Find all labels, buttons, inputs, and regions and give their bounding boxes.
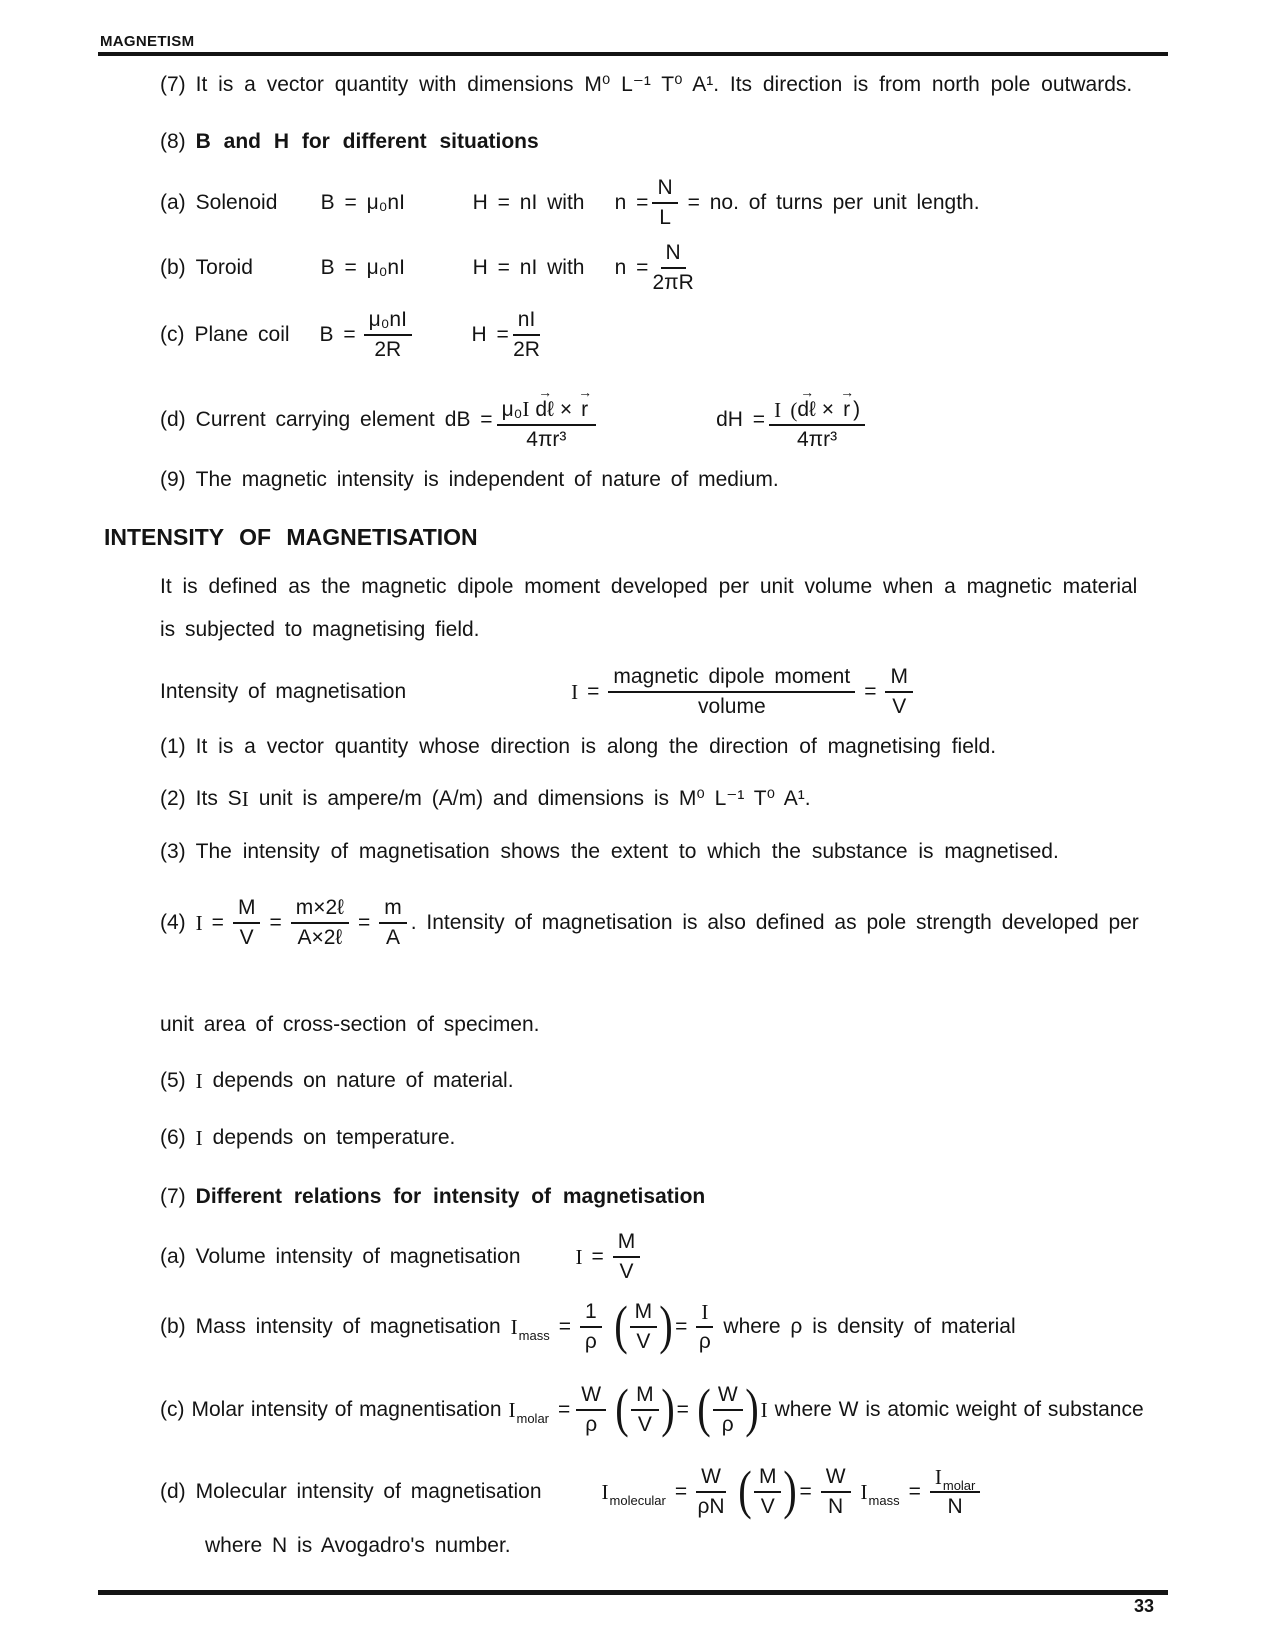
item-5 [160, 1069, 514, 1093]
i-over-rho-fraction: $\frac{I}{\rho}$ [696, 1300, 713, 1354]
equals-sign: = [676, 1397, 689, 1421]
item-text: Its S [195, 787, 242, 810]
equals-sign: = [864, 679, 877, 703]
h-fraction: $\frac{nI}{2R}$ [513, 307, 540, 361]
intro-line-2 [160, 618, 480, 642]
i-molecular-symbol: I molecular [601, 1479, 666, 1509]
item-number: (9) [160, 468, 186, 491]
h-equals: H = [471, 322, 509, 346]
item-text: unit area of cross-section of specimen. [160, 1013, 540, 1036]
equals-sign: = [357, 910, 371, 934]
item-text: depends on nature of material. [212, 1069, 514, 1092]
intro-line-1 [160, 575, 1137, 599]
item-number: (1) [160, 735, 186, 758]
cross-product: × [821, 397, 835, 421]
open-paren: ( [697, 1377, 711, 1438]
situation-label: Plane coil [194, 322, 290, 346]
item-1 [160, 735, 996, 759]
row-molar-intensity [160, 1378, 1144, 1442]
item-text: depends on temperature. [212, 1126, 456, 1149]
close-paren: ) [660, 1377, 675, 1438]
item-9 [160, 468, 779, 492]
item-number: (c) [160, 1397, 185, 1421]
n-fraction: $\frac{N}{L}$ [652, 176, 677, 230]
mv-fraction: $\frac{M}{V}$ [613, 1230, 641, 1284]
item-number: (6) [160, 1126, 186, 1149]
tail-text: where ρ is density of material [723, 1314, 1016, 1338]
page-header-title: MAGNETISM [100, 33, 195, 50]
footer-rule [98, 1590, 1168, 1595]
close-paren: ) [744, 1377, 759, 1438]
row-molecular-intensity [160, 1460, 980, 1524]
item-number: (d) [160, 1479, 186, 1503]
b-formula: B = $\frac{\text{μ₀nI}}{2R}$ [320, 308, 462, 362]
h-formula: H = nI with [472, 190, 585, 214]
section-heading: INTENSITY OF MAGNETISATION [104, 524, 478, 550]
item-4-continuation [160, 1013, 540, 1037]
item-number: (a) [160, 190, 186, 214]
i-mass-symbol: I mass [860, 1479, 900, 1509]
equals-sign: = [269, 910, 282, 934]
item-number: (b) [160, 255, 186, 279]
b-fraction: $\frac{\text{μ₀nI}}{2R}$ [364, 308, 412, 362]
r-vector: → r [840, 383, 854, 421]
row-solenoid [160, 171, 980, 235]
item-number: (7) [160, 73, 186, 96]
situation-label: Current carrying element [195, 407, 435, 431]
dl-vector: → dℓ [535, 383, 554, 421]
w-over-rhoN-fraction: $\frac{W}{\rho N}$ [697, 1464, 725, 1518]
ma-fraction: $\frac{m}{A}$ [379, 896, 407, 950]
db-fraction: μ₀I → dℓ × → r 4πr³ [497, 388, 597, 452]
row-current-element [160, 381, 865, 459]
r-vector: → r [578, 383, 592, 421]
open-paren: ( [615, 1377, 629, 1438]
item-8 [160, 130, 539, 154]
imolar-over-n-fraction: I molar N [930, 1465, 981, 1519]
equals-sign: = [908, 1479, 921, 1503]
row-mass-intensity [160, 1295, 1016, 1359]
item-text: It is a vector quantity with dimensions M⁰ L⁻¹ T⁰ A¹. Its direction is from north pole outwards. [195, 73, 1133, 96]
open-paren: ( [738, 1459, 752, 1520]
dh-fraction: I ( → dℓ × → r ) 4πr³ [769, 388, 865, 452]
item-text: It is a vector quantity whose direction is along the direction of magnetising field. [195, 735, 997, 758]
situation-label: Solenoid [195, 190, 278, 214]
row-toroid [160, 236, 694, 300]
tail-text: = no. of turns per unit length. [687, 190, 980, 214]
close-paren: ) [853, 397, 861, 421]
item-text: . Intensity of magnetisation is also defined as pole strength developed per [410, 910, 1139, 934]
relation-label: Molecular intensity of magnetisation [195, 1479, 542, 1503]
item-text: The intensity of magnetisation shows the extent to which the substance is magnetised. [195, 840, 1059, 863]
item-number: (3) [160, 840, 186, 863]
row-plane-coil [160, 303, 540, 367]
w-over-rho-fraction: $\frac{W}{\rho}$ [576, 1383, 606, 1437]
item-title: B and H for different situations [195, 130, 539, 153]
intensity-symbol: I [760, 1397, 768, 1422]
paragraph-text: It is defined as the magnetic dipole moment developed per unit volume when a magnetic material [160, 575, 1138, 598]
item-3 [160, 840, 1059, 864]
equals-sign: = [799, 1479, 812, 1503]
item-number: (5) [160, 1069, 186, 1092]
situation-label: Toroid [195, 255, 253, 279]
close-paren: ) [659, 1294, 673, 1355]
mv-fraction: $\frac{M}{V}$ [885, 665, 913, 719]
item-text: The magnetic intensity is independent of nature of medium. [195, 468, 779, 491]
vector-arrow-icon: → [578, 383, 592, 400]
intensity-symbol: I [195, 910, 203, 935]
tail-text: where W is atomic weight of substance [774, 1397, 1144, 1421]
item-number: (d) [160, 407, 186, 431]
relation-label: Molar intensity of magnentisation [191, 1397, 502, 1421]
pole-length-fraction: $\frac{\text{m×2ℓ}}{\text{A×2ℓ}}$ [291, 896, 349, 950]
item-7 [160, 73, 1132, 97]
row-volume-intensity [160, 1225, 640, 1289]
intensity-symbol: I [571, 679, 579, 704]
b-formula: B = μ₀nI [320, 255, 405, 279]
header-rule [98, 52, 1168, 56]
item-7-relations [160, 1185, 705, 1209]
w-over-rho-fraction: $\frac{W}{\rho}$ [713, 1383, 743, 1437]
dl-vector: → dℓ [797, 383, 816, 421]
item-number: (4) [160, 910, 186, 934]
mu0-i: μ₀I [501, 396, 530, 421]
i-molar-symbol: I molar [934, 1464, 976, 1493]
dipole-volume-fraction: $\frac{\text{magnetic dipole moment}}{\text{volume}}$ [608, 665, 855, 719]
equals-sign: = [558, 1397, 571, 1421]
n-equals: n = [614, 255, 649, 279]
equals-sign: = [587, 679, 600, 703]
equals-sign: = [674, 1479, 688, 1503]
definition-label: Intensity of magnetisation [160, 679, 407, 703]
intensity-symbol: I [575, 1244, 583, 1269]
relation-label: Mass intensity of magnetisation [195, 1314, 501, 1338]
item-2 [160, 787, 811, 811]
vector-arrow-icon: → [840, 383, 854, 400]
intensity-symbol: I [195, 1069, 203, 1093]
one-over-rho-fraction: $\frac{1}{\rho}$ [580, 1300, 602, 1354]
open-paren: ( [613, 1294, 628, 1355]
h-formula: H = nI with [472, 255, 585, 279]
item-text: unit is ampere/m (A/m) and dimensions is M⁰ L⁻¹ T⁰ A¹. [258, 787, 811, 810]
paragraph-text: is subjected to magnetising field. [160, 618, 480, 641]
item-6 [160, 1126, 455, 1150]
item-number: (c) [160, 322, 185, 346]
relation-label: Volume intensity of magnetisation [195, 1244, 521, 1268]
equals-sign: = [675, 1314, 688, 1338]
i-mass-symbol: I mass [510, 1314, 550, 1344]
w-over-n-fraction: $\frac{W}{N}$ [821, 1465, 851, 1519]
page-number: 33 [1133, 1596, 1154, 1616]
item-number: (7) [160, 1185, 186, 1208]
cross-product: × [559, 397, 573, 421]
si-unit-i: I [241, 787, 249, 811]
db-equals: dB = [444, 407, 493, 431]
n-fraction: $\frac{N}{2\pi R}$ [652, 240, 694, 294]
vector-arrow-icon: → [800, 383, 814, 400]
equals-sign: = [558, 1314, 571, 1338]
mv-fraction: $\frac{M}{V}$ [754, 1465, 782, 1519]
mv-fraction: $\frac{M}{V}$ [233, 896, 261, 950]
i-molar-symbol: I molar [508, 1397, 550, 1427]
intensity-symbol: I [195, 1126, 203, 1150]
mv-fraction: $\frac{M}{V}$ [630, 1300, 658, 1354]
item-4-formula [160, 891, 1139, 955]
mv-fraction: $\frac{M}{V}$ [631, 1383, 659, 1437]
dh-equals: dH = [716, 407, 766, 431]
close-paren: ) [783, 1459, 798, 1520]
definition-formula [160, 660, 913, 724]
equals-sign: = [211, 910, 224, 934]
n-equals: n = [614, 190, 649, 214]
equals-sign: = [591, 1244, 604, 1268]
item-number: (a) [160, 1244, 186, 1268]
b-formula: B = μ₀nI [320, 190, 405, 214]
vector-arrow-icon: → [538, 383, 552, 400]
item-number: (b) [160, 1314, 186, 1338]
item-number: (8) [160, 130, 186, 153]
item-number: (2) [160, 787, 186, 810]
item-title: Different relations for intensity of magnetisation [195, 1185, 706, 1208]
note-text: where N is Avogadro's number. [205, 1534, 511, 1557]
avogadro-note [205, 1534, 511, 1558]
